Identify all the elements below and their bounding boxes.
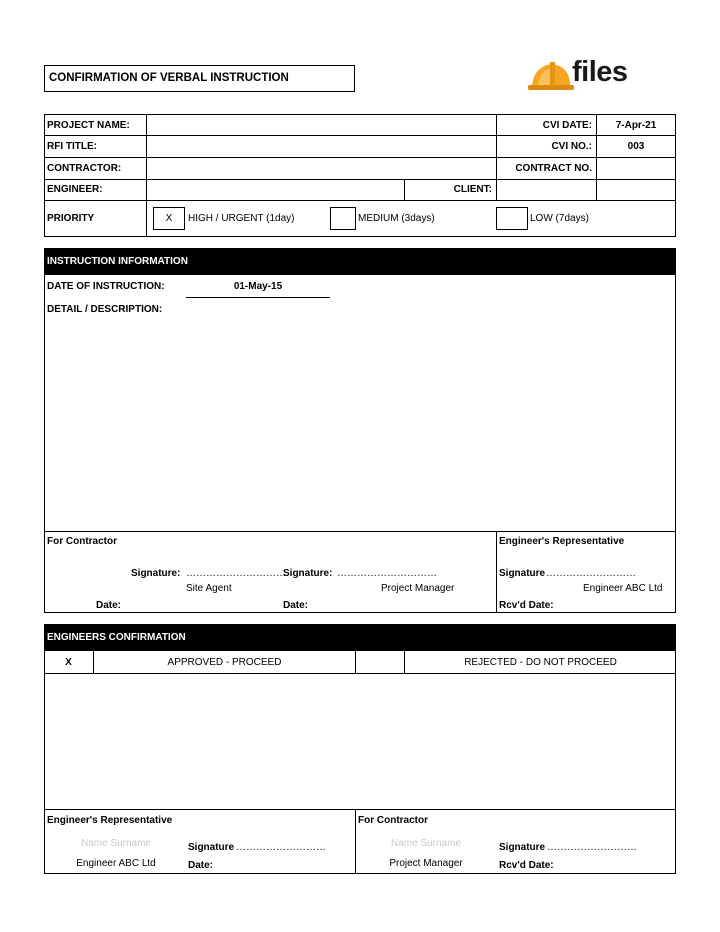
contractor-label: CONTRACTOR: (47, 163, 122, 174)
project-manager-label: Project Manager (381, 583, 455, 594)
priority-medium-label: MEDIUM (3days) (358, 213, 435, 224)
cvi-date-label: CVI DATE: (542, 120, 592, 131)
contractor-date-label: Date: (96, 600, 122, 611)
approved-label: APPROVED - PROCEED (167, 657, 282, 668)
contractor-field[interactable] (150, 159, 492, 177)
date-of-instruction-value[interactable]: 01-May-15 (233, 281, 283, 292)
conf-contractor-signature-line[interactable]: ……………………… (547, 842, 637, 853)
contract-no-label: CONTRACT NO. (515, 163, 592, 174)
priority-medium-checkbox[interactable] (330, 207, 356, 230)
rejected-checkbox[interactable] (356, 652, 404, 672)
priority-high-label: HIGH / URGENT (1day) (188, 213, 295, 224)
engineer-field[interactable] (150, 181, 400, 199)
detail-description-label: DETAIL / DESCRIPTION: (47, 304, 163, 315)
date-of-instruction-label: DATE OF INSTRUCTION: (47, 281, 165, 292)
conf-engineer-date-label: Date: (188, 860, 214, 871)
priority-low-label: LOW (7days) (530, 213, 589, 224)
contract-no-field[interactable] (597, 159, 675, 177)
rejected-label: REJECTED - DO NOT PROCEED (464, 657, 617, 668)
rcvd-date-label: Rcv'd Date: (499, 600, 554, 611)
project-manager-signature-line[interactable]: ………………………… (337, 568, 437, 579)
conf-engineer-name-field[interactable]: Name Surname (80, 838, 152, 849)
engineer-company-label: Engineer ABC Ltd (583, 583, 663, 594)
site-agent-signature-line[interactable]: ………………………… (186, 568, 286, 579)
cvi-no-value[interactable]: 003 (627, 141, 645, 152)
conf-engineer-signature-line[interactable]: ……………………… (236, 842, 326, 853)
instruction-header: INSTRUCTION INFORMATION (44, 248, 676, 275)
hard-hat-icon (528, 60, 574, 96)
logo (528, 56, 648, 96)
priority-label: PRIORITY (47, 213, 95, 224)
project-name-label: PROJECT NAME: (47, 120, 130, 131)
detail-description-area[interactable] (47, 318, 673, 528)
conf-engineer-company-label: Engineer ABC Ltd (76, 858, 156, 869)
site-agent-label: Site Agent (186, 583, 232, 594)
project-manager-signature-label: Signature: (283, 568, 333, 579)
engineers-rep-signature-line[interactable]: ……………………… (546, 568, 636, 579)
client-label: CLIENT: (453, 184, 492, 195)
project-name-field[interactable] (150, 116, 492, 134)
conf-for-contractor-label: For Contractor (358, 815, 428, 826)
conf-contractor-signature-label: Signature (499, 842, 546, 853)
priority-high-checkbox[interactable]: X (153, 207, 185, 230)
form-title: CONFIRMATION OF VERBAL INSTRUCTION (44, 65, 355, 92)
conf-rcvd-date-label: Rcv'd Date: (499, 860, 554, 871)
engineers-rep-signature-label: Signature (499, 568, 546, 579)
conf-contractor-name-field[interactable]: Name Surname (390, 838, 462, 849)
approved-checkbox[interactable]: X (65, 657, 72, 668)
client-field[interactable] (500, 181, 674, 199)
engineer-label: ENGINEER: (47, 184, 103, 195)
conf-engineer-signature-label: Signature (188, 842, 235, 853)
conf-project-manager-label: Project Manager (389, 858, 463, 869)
conf-engineers-rep-label: Engineer's Representative (47, 815, 173, 826)
for-contractor-label: For Contractor (47, 536, 117, 547)
rfi-title-field[interactable] (150, 138, 492, 156)
project-manager-date-label: Date: (283, 600, 309, 611)
priority-low-checkbox[interactable] (496, 207, 528, 230)
cvi-date-value[interactable]: 7-Apr-21 (615, 120, 657, 131)
engineers-rep-label: Engineer's Representative (499, 536, 625, 547)
logo-text: files (572, 56, 628, 88)
confirmation-notes-area[interactable] (47, 676, 673, 806)
site-agent-signature-label: Signature: (131, 568, 181, 579)
cvi-no-label: CVI NO.: (551, 141, 592, 152)
rfi-title-label: RFI TITLE: (47, 141, 97, 152)
confirmation-header: ENGINEERS CONFIRMATION (44, 624, 676, 651)
